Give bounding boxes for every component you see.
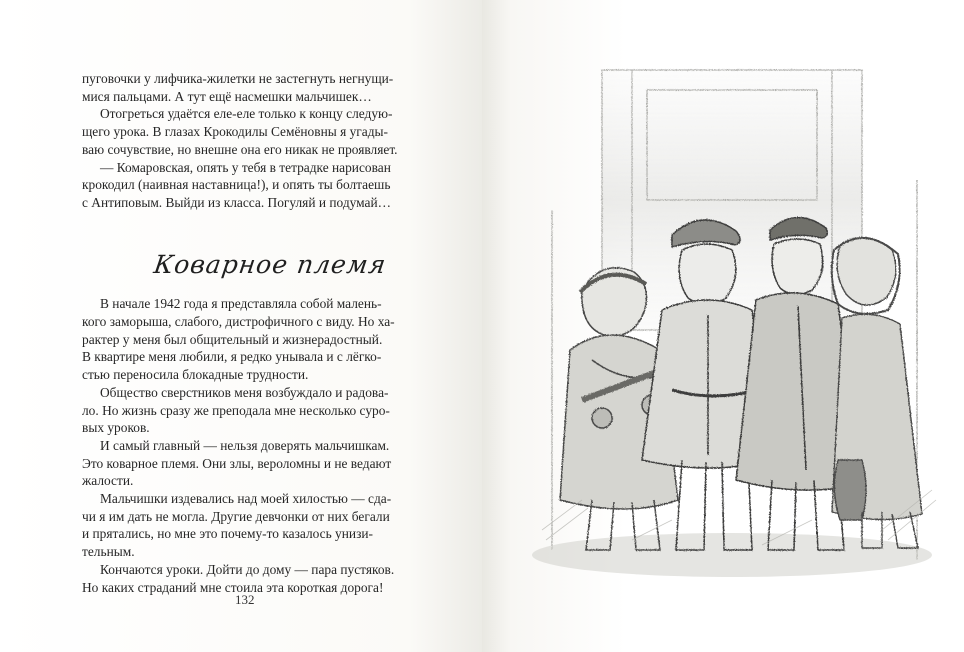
paragraph <box>82 384 416 402</box>
right-page <box>482 0 964 652</box>
paragraph <box>82 561 416 579</box>
text-line: Но каких страданий мне стоила эта короткая дорога! <box>82 579 384 595</box>
text-line: тельным. <box>82 544 135 560</box>
paragraph <box>82 437 416 455</box>
text-line: рактер у меня был общительный и жизнерадостный. <box>82 331 383 347</box>
text-line: ло. Но жизнь сразу же преподала мне несколько суро- <box>82 402 390 418</box>
text-line: пуговочки у лифчика-жилетки не застегнуть негнущи- <box>82 71 394 86</box>
text-line: с Антиповым. Выйди из класса. Погуляй и подумай… <box>82 194 392 210</box>
text-line: В начале 1942 года я представляла собой малень- <box>100 296 382 312</box>
chapter-heading: Коварное племя <box>152 249 389 279</box>
text-line: крокодил (наивная наставница!), и опять ты болтаешь <box>82 177 391 193</box>
text-line: Общество сверстников меня возбуждало и радова- <box>100 384 389 400</box>
text-line: Кончаются уроки. Дойти до дому — пара пустяков. <box>100 561 395 577</box>
ground-shadow <box>532 533 932 577</box>
paragraph <box>82 295 416 313</box>
paragraph-cont <box>82 176 416 211</box>
text-line: Мальчишки издевались над моей хилостью — сда- <box>100 491 392 507</box>
paragraph-continuation <box>82 70 416 105</box>
text-block <box>82 70 416 596</box>
paragraph-cont <box>82 508 416 561</box>
paragraph-cont <box>82 123 416 158</box>
text-line: щего урока. В глазах Крокодилы Семёновны я угады- <box>82 124 388 140</box>
text-line: Отогреться удаётся еле-еле только к концу следую- <box>100 106 393 122</box>
paragraph-cont <box>82 313 416 384</box>
pencil-sketch-children-illustration <box>522 60 942 590</box>
text-line: кого заморыша, слабого, дистрофичного с виду. Но ха- <box>82 314 395 330</box>
text-line: В квартире меня любили, я редко унывала и с лёгко- <box>82 349 382 365</box>
text-line: И самый главный — нельзя доверять мальчишкам. <box>100 437 390 453</box>
paragraph <box>82 105 416 123</box>
paragraph <box>82 490 416 508</box>
page-number: 132 <box>235 592 255 607</box>
text-line: и прятались, но мне это почему-то казалось унизи- <box>82 526 373 542</box>
text-line: чи я им дать не могла. Другие девчонки от них бегали <box>82 508 390 524</box>
text-line: вых уроков. <box>82 420 150 436</box>
text-line: стью переносила блокадные трудности. <box>82 367 309 383</box>
text-line: ваю сочувствие, но внешне она его никак не проявляет. <box>82 141 398 157</box>
paragraph-cont <box>82 455 416 490</box>
paragraph-cont <box>82 402 416 437</box>
paragraph <box>82 159 416 177</box>
text-line: мися пальцами. А тут ещё насмешки мальчишек… <box>82 88 372 104</box>
child-figure-girl-right <box>832 238 922 548</box>
text-line: жалости. <box>82 473 134 489</box>
text-line: Это коварное племя. Они злы, вероломны и не ведают <box>82 455 392 471</box>
text-line: — Комаровская, опять у тебя в тетрадке нарисован <box>100 159 391 175</box>
